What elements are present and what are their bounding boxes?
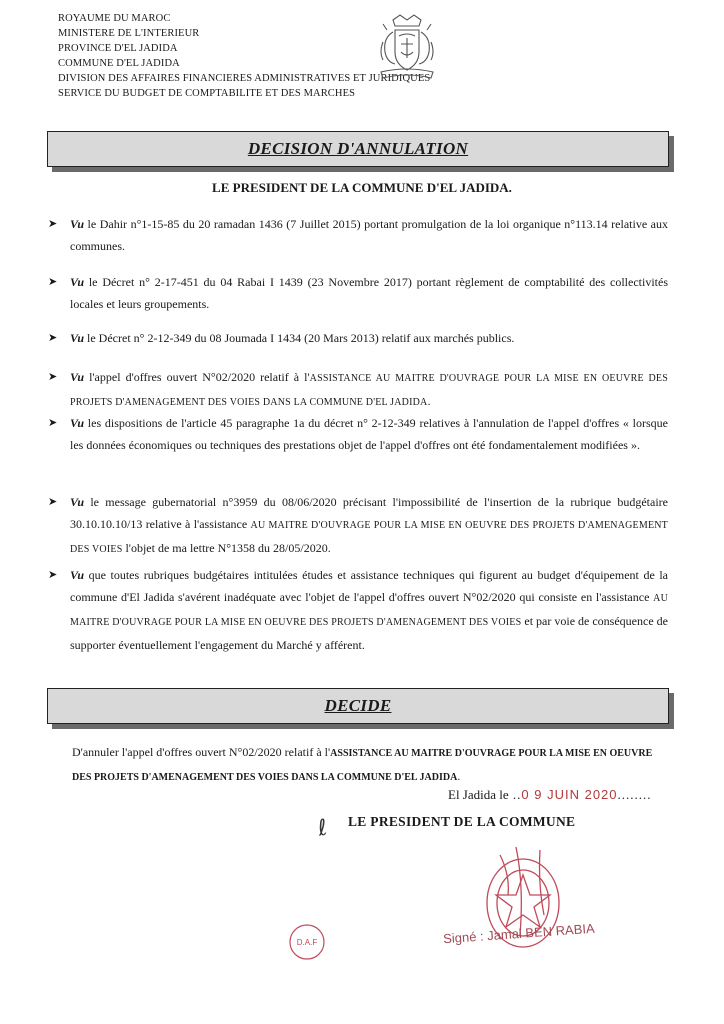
arrow-bullet-icon: ➤ <box>48 332 58 344</box>
arrow-bullet-icon: ➤ <box>48 496 58 508</box>
arrow-bullet-icon: ➤ <box>48 218 58 230</box>
header-line-province: PROVINCE D'EL JADIDA <box>58 43 178 54</box>
considerant-text: les dispositions de l'article 45 paragraphe 1a du décret n° 2-12-349 relatives à l'annulation de l'appel d'offres « lorsque les données économiques ou techniques des prestations objet de l'appel d'offres ont été fondamentalement modifiées ». <box>70 416 669 452</box>
considerant-text-tail: l'objet de ma lettre N°1358 du 28/05/2020. <box>122 541 331 555</box>
decision-text-intro: D'annuler l'appel d'offres ouvert N°02/2020 relatif à l' <box>72 745 331 759</box>
considerant-text: le Dahir n°1-15-85 du 20 ramadan 1436 (7 Juillet 2015) portant promulgation de la loi organique n°113.14 relative aux communes. <box>70 217 669 253</box>
considerant-caps-text: AU MAITRE D'OUVRAGE POUR LA MISE EN OEUVRE DES PROJETS D'AMENAGEMENT DES VOIES <box>70 520 668 555</box>
place-label: El Jadida le <box>448 787 509 802</box>
date-dots: ........ <box>617 787 652 802</box>
decide-title-box <box>47 688 669 724</box>
considerant-text: l'appel d'offres ouvert N°02/2020 relatif à l' <box>89 370 310 384</box>
vu-label: Vu <box>70 495 85 509</box>
arrow-bullet-icon: ➤ <box>48 276 58 288</box>
vu-label: Vu <box>70 416 85 430</box>
considerant-text: le Décret n° 2-17-451 du 04 Rabai I 1439 (23 Novembre 2017) portant règlement de comptabilité des collectivités locales et leurs groupements. <box>70 275 669 311</box>
signature-stamp-text: Signé : Jamal BEN RABIA <box>442 920 596 947</box>
considerant-text: que toutes rubriques budgétaires intitulées études et assistance techniques qui figurent au budget d'équipement de la commune d'El Jadida s'avérent inadéquate avec l'objet de l'appel d'offres ouvert N°02/2020 qui consiste en l'assistance <box>70 568 669 604</box>
decision-caps-text: ASSISTANCE AU MAITRE D'OUVRAGE POUR LA MISE EN OEUVRE DES PROJETS D'AMENAGEMENT DES VOIES DANS LA COMMUNE D'EL JADIDA <box>72 748 653 783</box>
small-stamp-text: D.A.F <box>296 938 318 947</box>
vu-label: Vu <box>70 568 85 582</box>
header-line-division: DIVISION DES AFFAIRES FINANCIERES ADMINISTRATIVES ET JURIDIQUES <box>58 73 431 84</box>
considerant-text: le message gubernatorial n°3959 du 08/06/2020 précisant l'impossibilité de l'insertion de la rubrique budgétaire 30.10.10.10/13 relative à l'assistance <box>70 495 668 531</box>
vu-label: Vu <box>70 370 85 384</box>
signatory-title: LE PRESIDENT DE LA COMMUNE <box>348 814 576 829</box>
daf-stamp-icon <box>287 922 327 962</box>
place-and-date <box>448 787 652 803</box>
vu-label: Vu <box>70 275 85 289</box>
stamped-date: 0 9 JUIN 2020 <box>521 787 618 802</box>
vu-label: Vu <box>70 331 85 345</box>
arrow-bullet-icon: ➤ <box>48 371 58 383</box>
considerant-text: le Décret n° 2-12-349 du 08 Joumada I 1434 (20 Mars 2013) relatif aux marchés publics. <box>87 331 515 345</box>
decide-title: DECIDE <box>324 696 392 715</box>
considerant-item <box>48 213 668 257</box>
decision-text <box>72 741 672 789</box>
handwritten-mark: ℓ <box>315 815 330 842</box>
considerant-text-tail: et par voie de conséquence de supporter éventuellement l'engagement du Marché y afférent. <box>70 614 668 652</box>
decision-punctuation: . <box>457 769 461 783</box>
header-line-ministry: MINISTERE DE L'INTERIEUR <box>58 28 200 39</box>
date-dots: .. <box>508 787 522 802</box>
header-line-kingdom: ROYAUME DU MAROC <box>58 13 171 24</box>
considerant-caps-text: ASSISTANCE AU MAITRE D'OUVRAGE POUR LA MISE EN OEUVRE DES PROJETS D'AMENAGEMENT DES VOIES DANS LA COMMUNE D'EL JADIDA <box>70 373 668 408</box>
considerant-item <box>48 327 668 349</box>
considerant-item <box>48 366 668 414</box>
arrow-bullet-icon: ➤ <box>48 569 58 581</box>
arrow-bullet-icon: ➤ <box>48 417 58 429</box>
president-heading: LE PRESIDENT DE LA COMMUNE D'EL JADIDA. <box>212 180 512 195</box>
considerant-item <box>48 564 668 656</box>
considerant-item <box>48 412 668 456</box>
considerant-item <box>48 271 668 315</box>
header-line-commune: COMMUNE D'EL JADIDA <box>58 58 180 69</box>
considerant-item <box>48 491 668 561</box>
considerant-caps-text: AU MAITRE D'OUVRAGE POUR LA MISE EN OEUVRE DES PROJETS D'AMENAGEMENT DES VOIES <box>70 593 668 628</box>
decision-title-box <box>47 131 669 167</box>
header-line-service: SERVICE DU BUDGET DE COMPTABILITE ET DES MARCHES <box>58 88 356 99</box>
morocco-coat-of-arms-icon <box>373 12 441 82</box>
vu-label: Vu <box>70 217 85 231</box>
decision-title: DECISION D'ANNULATION <box>247 139 469 158</box>
considerant-punctuation: . <box>427 394 431 408</box>
